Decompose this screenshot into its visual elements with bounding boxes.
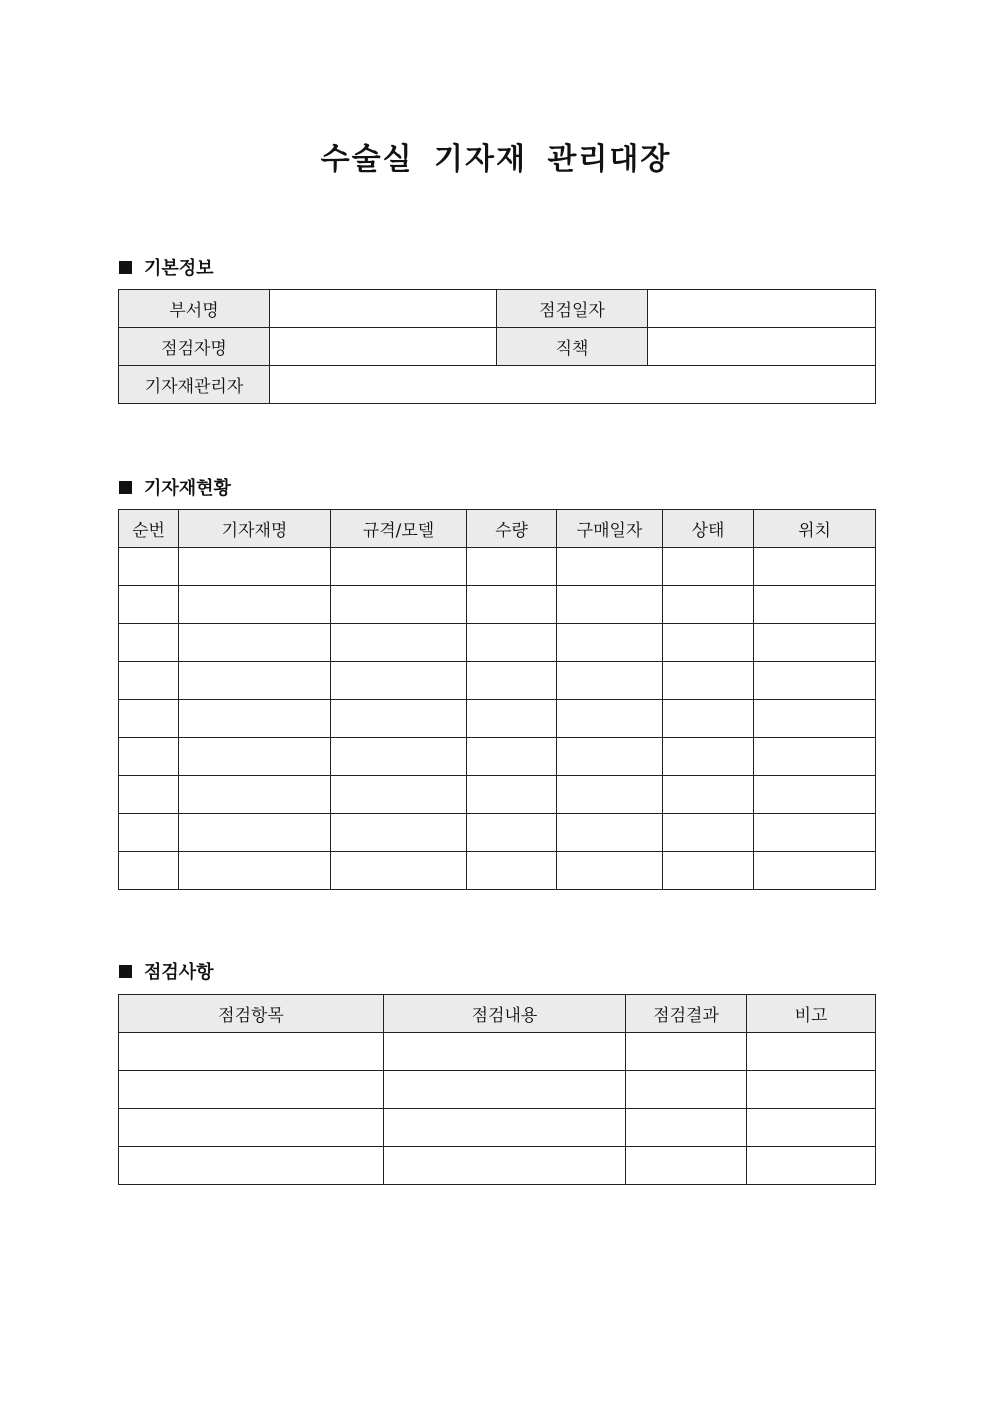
table-cell[interactable] bbox=[331, 548, 467, 586]
table-row bbox=[119, 548, 876, 586]
table-cell[interactable] bbox=[179, 586, 331, 624]
table-cell[interactable] bbox=[384, 1109, 626, 1147]
table-cell[interactable] bbox=[119, 548, 179, 586]
table-cell[interactable] bbox=[557, 586, 663, 624]
table-cell[interactable] bbox=[467, 852, 557, 890]
table-cell[interactable] bbox=[663, 738, 754, 776]
col-header-status: 상태 bbox=[663, 510, 754, 548]
manager-label: 기자재관리자 bbox=[119, 366, 270, 404]
basic-info-heading-label: 기본정보 bbox=[144, 258, 214, 279]
table-cell[interactable] bbox=[179, 776, 331, 814]
table-cell[interactable] bbox=[179, 700, 331, 738]
table-row bbox=[119, 1033, 876, 1071]
table-cell[interactable] bbox=[626, 1033, 747, 1071]
table-cell[interactable] bbox=[557, 738, 663, 776]
table-cell[interactable] bbox=[754, 662, 876, 700]
table-cell[interactable] bbox=[557, 548, 663, 586]
inspection-header-row bbox=[119, 995, 876, 1033]
table-cell[interactable] bbox=[467, 776, 557, 814]
table-cell[interactable] bbox=[754, 776, 876, 814]
col-header-no: 순번 bbox=[119, 510, 179, 548]
table-cell[interactable] bbox=[663, 852, 754, 890]
col-header-check-result: 점검결과 bbox=[626, 995, 747, 1033]
table-cell[interactable] bbox=[754, 548, 876, 586]
table-cell[interactable] bbox=[179, 624, 331, 662]
table-cell[interactable] bbox=[119, 1147, 384, 1185]
table-cell[interactable] bbox=[331, 624, 467, 662]
table-cell[interactable] bbox=[331, 586, 467, 624]
col-header-model: 규격/모델 bbox=[331, 510, 467, 548]
col-header-purchase-date: 구매일자 bbox=[557, 510, 663, 548]
table-cell[interactable] bbox=[179, 814, 331, 852]
table-cell[interactable] bbox=[663, 814, 754, 852]
col-header-check-content: 점검내용 bbox=[384, 995, 626, 1033]
table-cell[interactable] bbox=[179, 662, 331, 700]
table-cell[interactable] bbox=[754, 738, 876, 776]
basic-info-table bbox=[118, 289, 876, 404]
square-bullet-icon bbox=[119, 261, 132, 274]
table-cell[interactable] bbox=[119, 852, 179, 890]
table-cell[interactable] bbox=[179, 738, 331, 776]
inspection-heading-label: 점검사항 bbox=[144, 962, 214, 983]
info-row bbox=[119, 328, 876, 366]
table-cell[interactable] bbox=[384, 1071, 626, 1109]
table-cell[interactable] bbox=[384, 1033, 626, 1071]
equipment-heading bbox=[119, 474, 231, 500]
inspection-heading bbox=[119, 958, 214, 984]
table-cell[interactable] bbox=[663, 700, 754, 738]
dept-label: 부서명 bbox=[119, 290, 270, 328]
table-cell[interactable] bbox=[119, 1033, 384, 1071]
table-cell[interactable] bbox=[119, 700, 179, 738]
table-cell[interactable] bbox=[754, 814, 876, 852]
square-bullet-icon bbox=[119, 965, 132, 978]
info-row bbox=[119, 290, 876, 328]
table-cell[interactable] bbox=[467, 624, 557, 662]
col-header-name: 기자재명 bbox=[179, 510, 331, 548]
check-date-field[interactable] bbox=[648, 290, 876, 328]
table-cell[interactable] bbox=[467, 738, 557, 776]
table-cell[interactable] bbox=[663, 776, 754, 814]
table-cell[interactable] bbox=[754, 700, 876, 738]
col-header-location: 위치 bbox=[754, 510, 876, 548]
table-cell[interactable] bbox=[747, 1109, 876, 1147]
table-cell[interactable] bbox=[331, 852, 467, 890]
table-cell[interactable] bbox=[663, 624, 754, 662]
table-cell[interactable] bbox=[754, 586, 876, 624]
table-cell[interactable] bbox=[467, 700, 557, 738]
table-cell[interactable] bbox=[754, 852, 876, 890]
table-cell[interactable] bbox=[119, 586, 179, 624]
table-row bbox=[119, 1147, 876, 1185]
manager-field[interactable] bbox=[270, 366, 876, 404]
table-row bbox=[119, 776, 876, 814]
table-cell[interactable] bbox=[557, 700, 663, 738]
inspector-field[interactable] bbox=[270, 328, 497, 366]
table-cell[interactable] bbox=[467, 586, 557, 624]
table-cell[interactable] bbox=[663, 586, 754, 624]
table-cell[interactable] bbox=[384, 1147, 626, 1185]
equipment-header-row bbox=[119, 510, 876, 548]
table-cell[interactable] bbox=[331, 700, 467, 738]
table-row bbox=[119, 852, 876, 890]
equipment-table bbox=[118, 509, 876, 890]
table-row bbox=[119, 586, 876, 624]
table-cell[interactable] bbox=[119, 814, 179, 852]
table-cell[interactable] bbox=[754, 624, 876, 662]
table-cell[interactable] bbox=[331, 814, 467, 852]
page-title: 수술실 기자재 관리대장 bbox=[320, 142, 672, 177]
table-cell[interactable] bbox=[119, 1071, 384, 1109]
table-cell[interactable] bbox=[557, 624, 663, 662]
table-row bbox=[119, 1109, 876, 1147]
table-cell[interactable] bbox=[557, 852, 663, 890]
basic-info-heading bbox=[119, 254, 214, 280]
table-cell[interactable] bbox=[663, 548, 754, 586]
square-bullet-icon bbox=[119, 481, 132, 494]
table-cell[interactable] bbox=[747, 1071, 876, 1109]
table-row bbox=[119, 1071, 876, 1109]
info-row bbox=[119, 366, 876, 404]
table-cell[interactable] bbox=[119, 776, 179, 814]
table-cell[interactable] bbox=[557, 814, 663, 852]
table-cell[interactable] bbox=[119, 624, 179, 662]
table-row bbox=[119, 738, 876, 776]
table-cell[interactable] bbox=[331, 662, 467, 700]
table-cell[interactable] bbox=[467, 548, 557, 586]
col-header-qty: 수량 bbox=[467, 510, 557, 548]
table-row bbox=[119, 814, 876, 852]
table-cell[interactable] bbox=[119, 738, 179, 776]
equipment-heading-label: 기자재현황 bbox=[144, 478, 231, 499]
table-cell[interactable] bbox=[626, 1071, 747, 1109]
col-header-remarks: 비고 bbox=[747, 995, 876, 1033]
table-cell[interactable] bbox=[179, 852, 331, 890]
table-row bbox=[119, 624, 876, 662]
table-cell[interactable] bbox=[331, 738, 467, 776]
dept-field[interactable] bbox=[270, 290, 497, 328]
table-cell[interactable] bbox=[119, 662, 179, 700]
col-header-check-item: 점검항목 bbox=[119, 995, 384, 1033]
check-date-label: 점검일자 bbox=[497, 290, 648, 328]
table-cell[interactable] bbox=[467, 814, 557, 852]
table-cell[interactable] bbox=[557, 662, 663, 700]
table-cell[interactable] bbox=[331, 776, 467, 814]
table-cell[interactable] bbox=[747, 1033, 876, 1071]
table-cell[interactable] bbox=[663, 662, 754, 700]
table-row bbox=[119, 662, 876, 700]
position-field[interactable] bbox=[648, 328, 876, 366]
table-cell[interactable] bbox=[467, 662, 557, 700]
position-label: 직책 bbox=[497, 328, 648, 366]
inspector-label: 점검자명 bbox=[119, 328, 270, 366]
inspection-table bbox=[118, 994, 876, 1185]
table-row bbox=[119, 700, 876, 738]
table-cell[interactable] bbox=[626, 1147, 747, 1185]
table-cell[interactable] bbox=[747, 1147, 876, 1185]
table-cell[interactable] bbox=[557, 776, 663, 814]
table-cell[interactable] bbox=[179, 548, 331, 586]
table-cell[interactable] bbox=[119, 1109, 384, 1147]
table-cell[interactable] bbox=[626, 1109, 747, 1147]
